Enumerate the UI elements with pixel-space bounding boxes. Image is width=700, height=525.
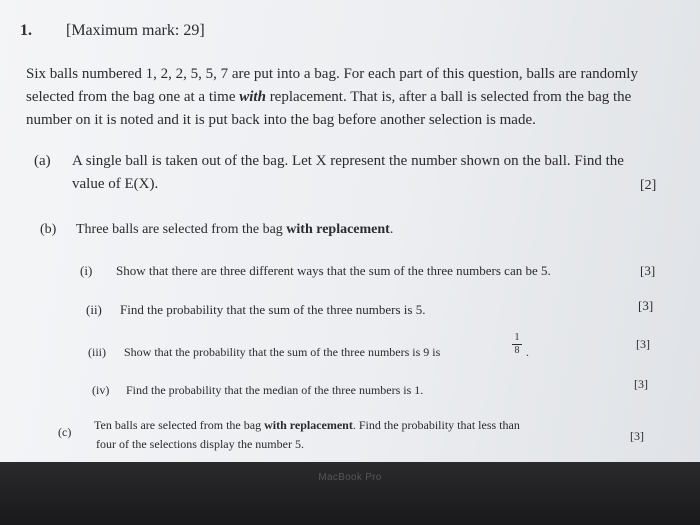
subpart-i-marks: [3] bbox=[640, 263, 656, 278]
part-c-label: (c) bbox=[58, 425, 72, 439]
part-b-label: (b) bbox=[40, 222, 57, 237]
subpart-i-text: Show that there are three different ways that the sum of the three numbers can be 5. bbox=[116, 263, 551, 278]
subpart-ii-marks: [3] bbox=[638, 298, 654, 313]
part-b-stem: Three balls are selected from the bag with replacement. bbox=[76, 222, 394, 237]
laptop-bezel bbox=[0, 462, 700, 525]
part-a-line-1: A single ball is taken out of the bag. Let X represent the number shown on the ball. Find the bbox=[72, 153, 624, 169]
subpart-iii-marks: [3] bbox=[636, 337, 650, 351]
max-mark: [Maximum mark: 29] bbox=[66, 22, 205, 39]
part-c-line-1: Ten balls are selected from the bag with replacement. Find the probability that less than bbox=[94, 418, 520, 432]
part-c-marks: [3] bbox=[630, 429, 644, 443]
emphasis-with: with bbox=[239, 89, 266, 105]
intro-line-1: Six balls numbered 1, 2, 2, 5, 5, 7 are put into a bag. For each part of this question, balls are randomly bbox=[26, 66, 638, 82]
part-c-line-2: four of the selections display the number 5. bbox=[96, 437, 304, 451]
subpart-ii-label: (ii) bbox=[86, 302, 102, 317]
part-a-marks: [2] bbox=[640, 178, 657, 193]
fraction-numerator: 1 bbox=[514, 332, 520, 343]
subpart-ii-text: Find the probability that the sum of the three numbers is 5. bbox=[120, 302, 426, 317]
subpart-iii-end: . bbox=[526, 345, 529, 359]
laptop-brand-label: MacBook Pro bbox=[318, 472, 382, 483]
fraction-denominator: 8 bbox=[514, 345, 520, 356]
intro-line-3: number on it is noted and it is put back into the bag before another selection is made. bbox=[26, 112, 536, 128]
intro-line-2: selected from the bag one at a time with replacement. That is, after a ball is selected from the bag the bbox=[26, 89, 632, 105]
subpart-i-label: (i) bbox=[80, 263, 93, 278]
subpart-iv-marks: [3] bbox=[634, 377, 648, 391]
part-a-label: (a) bbox=[34, 153, 51, 169]
fraction-one-eighth bbox=[511, 333, 523, 356]
subpart-iii-label: (iii) bbox=[88, 345, 106, 359]
part-a-line-2: value of E(X). bbox=[72, 176, 159, 192]
subpart-iii-text: Show that the probability that the sum of the three numbers is 9 is bbox=[124, 345, 441, 359]
question-number: 1. bbox=[20, 22, 32, 39]
subpart-iv-label: (iv) bbox=[92, 383, 110, 397]
subpart-iv-text: Find the probability that the median of the three numbers is 1. bbox=[126, 383, 424, 397]
